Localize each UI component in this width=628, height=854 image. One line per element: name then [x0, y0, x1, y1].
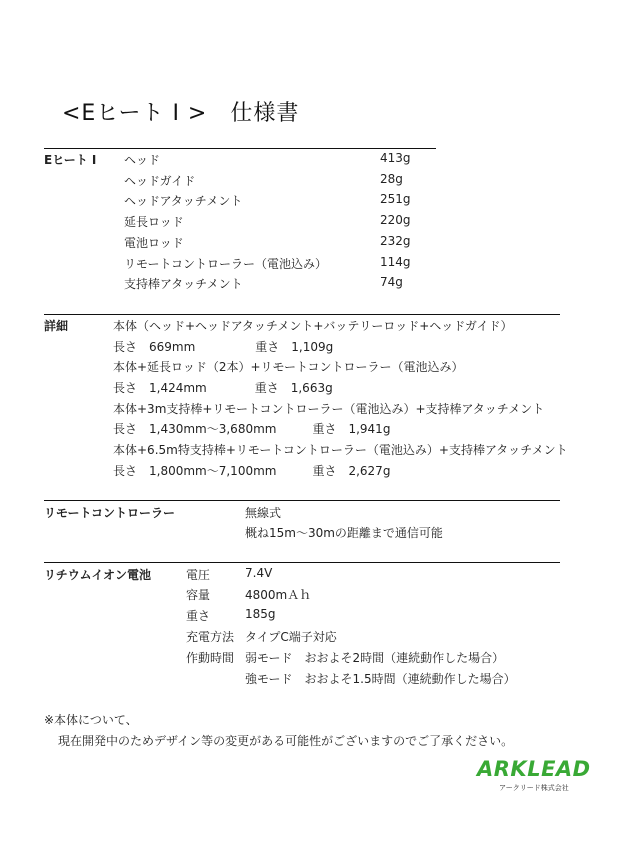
details-line: 長さ 1,800mm～7,100mm 重さ 2,627g	[113, 464, 391, 478]
details-line: 長さ 1,430mm～3,680mm 重さ 1,941g	[113, 422, 391, 436]
details-line: 本体+3m支持棒+リモートコントローラー（電池込み）+支持棒アタッチメント	[113, 402, 545, 416]
details-top-rule	[44, 314, 560, 315]
details-line: 本体+延長ロッド（2本）+リモートコントローラー（電池込み）	[113, 360, 464, 374]
details-label: 詳細	[44, 319, 69, 333]
details-line: 本体+6.5m特支持棒+リモートコントローラー（電池込み）+支持棒アタッチメント	[113, 443, 568, 457]
spec-item-value: 413g	[380, 151, 411, 165]
note-heading: ※本体について、	[44, 713, 138, 727]
details-line: 本体（ヘッド+ヘッドアタッチメント+バッテリーロッド+ヘッドガイド）	[113, 319, 513, 333]
spec-item-name: 支持棒アタッチメント	[124, 277, 243, 291]
battery-value: 185g	[245, 607, 276, 621]
battery-value: タイプC端子対応	[245, 630, 337, 644]
spec-item-name: 延長ロッド	[124, 215, 184, 229]
spec-item-name: ヘッドガイド	[124, 174, 196, 188]
spec-item-value: 28g	[380, 172, 403, 186]
spec-item-value: 251g	[380, 192, 411, 206]
logo-company-name: アークリード株式会社	[499, 784, 569, 792]
remote-line: 無線式	[245, 506, 282, 520]
battery-key: 充電方法	[186, 630, 235, 644]
battery-value: 弱モード おおよそ2時間（連続動作した場合）	[245, 651, 505, 665]
battery-key: 電圧	[186, 568, 211, 582]
spec-item-value: 220g	[380, 213, 411, 227]
company-logo	[477, 757, 605, 793]
spec-item-value: 232g	[380, 234, 411, 248]
spec-top-rule	[44, 148, 436, 149]
battery-value: 4800mＡｈ	[245, 588, 312, 602]
note-text: 現在開発中のためデザイン等の変更がある可能性がございますのでご了承ください。	[58, 734, 514, 748]
spec-item-value: 114g	[380, 255, 411, 269]
battery-value: 7.4V	[245, 566, 273, 580]
battery-key: 作動時間	[186, 651, 235, 665]
spec-item-name: ヘッド	[124, 153, 161, 167]
spec-item-name: リモートコントローラー（電池込み）	[124, 257, 328, 271]
battery-top-rule	[44, 562, 560, 563]
remote-label: リモートコントローラー	[44, 506, 176, 520]
page-title: <Eヒート I > 仕様書	[62, 101, 300, 126]
battery-label: リチウムイオン電池	[44, 568, 152, 582]
remote-top-rule	[44, 500, 560, 501]
details-line: 長さ 1,424mm 重さ 1,663g	[113, 381, 333, 395]
battery-key: 重さ	[186, 609, 211, 623]
remote-line: 概ね15m～30mの距離まで通信可能	[245, 526, 443, 540]
logo-wordmark: ARKLEAD	[477, 757, 591, 781]
spec-item-name: ヘッドアタッチメント	[124, 194, 243, 208]
battery-key: 容量	[186, 588, 211, 602]
spec-item-value: 74g	[380, 275, 403, 289]
spec-item-name: 電池ロッド	[124, 236, 184, 250]
battery-value: 強モード おおよそ1.5時間（連続動作した場合）	[245, 672, 516, 686]
spec-label: Eヒート I	[44, 153, 97, 167]
details-line: 長さ 669mm 重さ 1,109g	[113, 340, 334, 354]
